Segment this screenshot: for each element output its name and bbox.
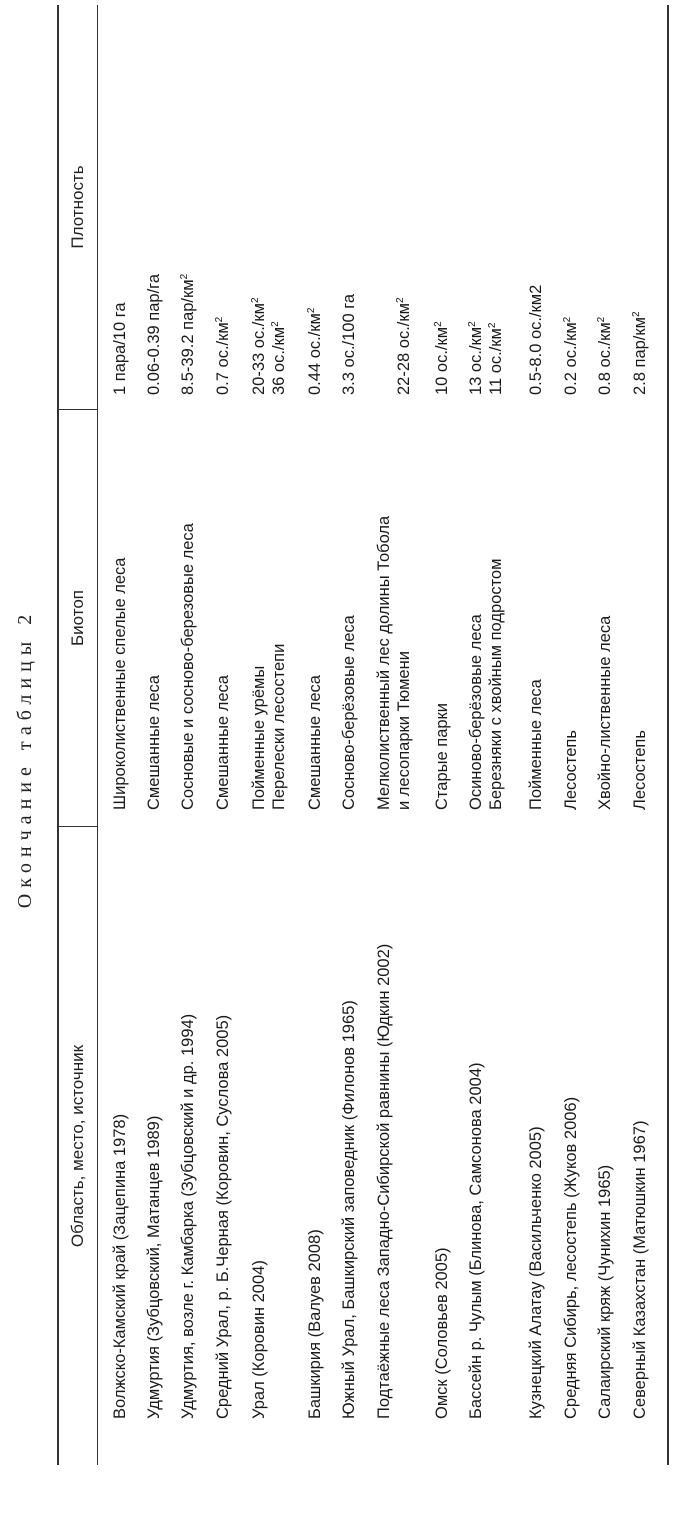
density-cell: 36 $ос./км^2$ [270,321,288,395]
biotope-cell: Лесостепь [631,730,649,810]
density-cell: 0.7 $ос./км^2$ [214,316,232,395]
region-cell: Средняя Сибирь, лесостепь (Жуков 2006) [562,1096,580,1419]
region-cell: Южный Урал, Башкирский заповедник (Филонов 1965) [340,1000,358,1419]
region-cell: Башкирия (Валуев 2008) [306,1229,324,1419]
region-cell: Бассейн р. Чулым (Блинова, Самсонова 2004) [467,1062,485,1419]
density-cell: 1 пара/10 га [111,302,129,395]
biotope-cell: Перелески лесостепи [270,643,288,810]
column-header-biotope: Биотоп [68,590,87,646]
density-cell: 0.44 $ос./км^2$ [306,307,324,395]
bottom-rule [667,5,669,1465]
biotope-cell: Смешанные леса [214,675,232,810]
biotope-cell: Старые парки [433,703,451,810]
biotope-cell: Лесостепь [562,730,580,810]
density-cell: 8.5-39.2 пар/$км^2$ [179,273,197,395]
region-cell: Удмуртия (Зубцовский, Матанцев 1989) [145,1115,163,1419]
region-cell: Салаирский кряж (Чунихин 1965) [596,1164,614,1419]
region-cell: Омск (Соловьев 2005) [433,1247,451,1419]
header-rule [97,5,98,1465]
density-cell: 20-33 $ос./км^2$ [250,297,268,395]
table-caption: Окончание таблицы 2 [14,608,36,909]
density-cell: 10 $ос./км^2$ [433,321,451,395]
region-cell: Удмуртия, возле г. Камбарка (Зубцовский и др. 1994) [179,1013,197,1419]
region-cell: Урал (Коровин 2004) [250,1260,268,1419]
column-header-density: Плотность [68,165,87,249]
biotope-cell: Пойменные леса [527,679,545,810]
biotope-cell: Смешанные леса [145,675,163,810]
biotope-cell: Широколиственные спелые леса [111,557,129,810]
density-cell: 0.2 $ос./км^2$ [562,316,580,395]
region-cell: Средний Урал, р. Б.Черная (Коровин, Суслова 2005) [214,1014,232,1419]
density-cell: 0.06-0.39 пар/га [145,273,163,395]
region-cell: Кузнецкий Алатау (Васильченко 2005) [527,1126,545,1419]
biotope-cell: Смешанные леса [306,675,324,810]
region-cell: Подтаёжные леса Западно-Сибирской равнины (Юдкин 2002) [375,943,393,1419]
biotope-cell: Березняки с хвойным подростом [487,558,505,810]
density-cell: 2.8 пар/$км^2$ [631,311,649,395]
biotope-cell: Осиново-берёзовые леса [467,614,485,810]
region-cell: Северный Казахстан (Матюшкин 1967) [631,1120,649,1419]
density-cell: 13 $ос./км^2$ [467,321,485,395]
region-cell: Волжско-Камский край (Зацепина 1978) [111,1113,129,1419]
biotope-cell: Мелколиственный лес долины Тобола [375,515,393,810]
column-header-region: Область, место, источник [68,1044,87,1248]
density-cell: 3.3 ос./100 га [340,293,358,395]
biotope-cell: и лесопарки Тюмени [395,651,413,810]
density-cell: 22-28 $ос./км^2$ [395,297,413,395]
density-cell: 11 $ос./км^2$ [487,322,505,395]
biotope-cell: Пойменные урёмы [250,665,268,810]
density-cell: 0.5-8.0 ос./км2 [527,284,545,395]
density-cell: 0.8 $ос./км^2$ [596,316,614,395]
biotope-cell: Сосновые и сосново-березовые леса [179,523,197,810]
biotope-cell: Сосново-берёзовые леса [340,615,358,810]
biotope-cell: Хвойно-лиственные леса [596,615,614,810]
